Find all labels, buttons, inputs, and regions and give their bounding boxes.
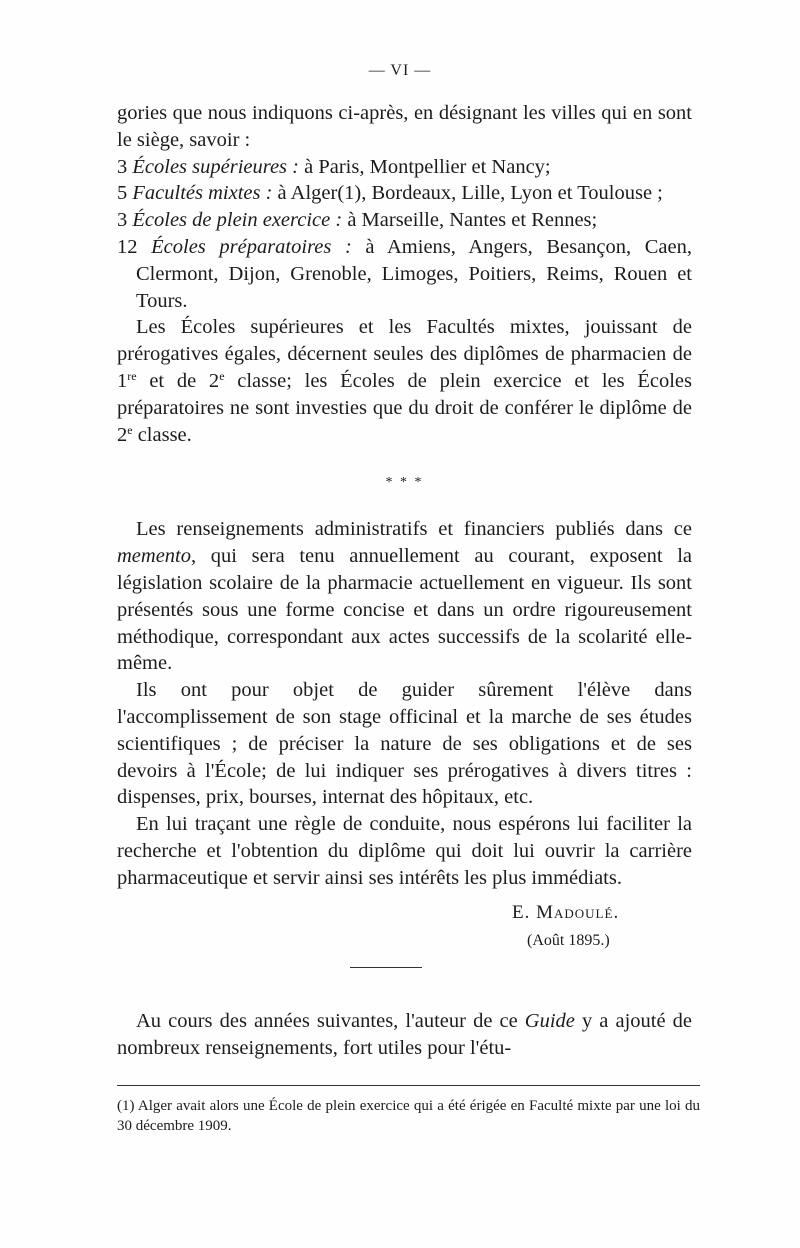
paragraph-objet: Ils ont pour objet de guider sûrement l'élève dans l'accomplissement de son stage officinal et la marche de ses études scientifiques ; de préciser la nature de ses obligations et de ses devoirs à l'École; de lui indiquer ses prérogatives à divers titres : dispenses, prix, bourses, internat des hôpitaux, etc. [117, 679, 692, 809]
signature-block [117, 900, 692, 956]
list-text: à Paris, Montpellier et Nancy; [299, 155, 551, 178]
text-run: et de 2 [136, 369, 220, 392]
footnote-rule [117, 1085, 700, 1086]
text-run: y a ajouté de nombreux renseignements, fort utiles pour l'étu- [117, 1010, 692, 1059]
list-count: 3 [117, 209, 128, 232]
list-item-ecoles-plein-exercice [117, 207, 692, 234]
list-label: Écoles préparatoires : [151, 235, 352, 258]
list-label: Écoles de plein exercice : [132, 209, 343, 232]
superscript: e [219, 368, 225, 383]
list-label: Facultés mixtes : [132, 182, 273, 205]
list-count: 5 [117, 182, 128, 205]
list-text: à Amiens, Angers, Besançon, Caen, Clermont, Dijon, Grenoble, Limoges, Poitiers, Reims, Rouen et Tours. [136, 235, 693, 312]
list-item-facultes-mixtes [117, 180, 692, 207]
list-item-ecoles-superieures [117, 154, 692, 181]
superscript: e [127, 422, 133, 437]
text-run: classe; les Écoles de plein exercice et les Écoles préparatoires ne sont investies que du droit de conférer le diplôme de 2 [117, 369, 692, 446]
list-label: Écoles supérieures : [132, 155, 299, 178]
footnote: (1) Alger avait alors une École de plein exercice qui a été érigée en Faculté mixte par une loi du 30 décembre 1909. [117, 1098, 700, 1134]
paragraph-annees-suivantes [117, 1008, 692, 1062]
asterism-separator: * * * [385, 475, 424, 491]
paragraph-continuation: gories que nous indiquons ci-après, en désignant les villes qui en sont le siège, savoir : [117, 102, 692, 151]
text-run: , qui sera tenu annuellement au courant, exposent la législation scolaire de la pharmacie actuellement en vigueur. Ils sont présentés sous une forme concise et dans un ordre rigoureusement méthodique, correspondant aux actes successifs de la scolarité elle-même. [117, 545, 692, 675]
body-text [117, 100, 692, 1062]
section-separator-rule [350, 967, 422, 968]
italic-word: Guide [524, 1010, 575, 1033]
paragraph-diplomes [117, 314, 692, 448]
superscript: re [127, 368, 137, 383]
italic-word: memento [117, 545, 192, 568]
list-count: 3 [117, 155, 128, 178]
signature-surname: Madoulé. [536, 901, 620, 923]
text-run: Au cours des années suivantes, l'auteur de ce [136, 1010, 525, 1033]
signature-date: (Août 1895.) [527, 932, 610, 950]
list-text: à Marseille, Nantes et Rennes; [342, 209, 598, 232]
paragraph-conduite: En lui traçant une règle de conduite, nous espérons lui faciliter la recherche et l'obtention du diplôme qui doit lui ouvrir la carrière pharmaceutique et servir ainsi ses intérêts les plus immédiats. [117, 813, 692, 889]
list-item-ecoles-preparatoires [117, 234, 692, 314]
text-run: Les renseignements administratifs et financiers publiés dans ce [136, 518, 692, 541]
list-count: 12 [117, 235, 138, 258]
signature-initial: E. [512, 901, 537, 923]
text-run: classe. [132, 423, 192, 446]
paragraph-memento [117, 516, 692, 677]
list-text: à Alger(1), Bordeaux, Lille, Lyon et Toulouse ; [272, 182, 663, 205]
signature-name [117, 900, 692, 927]
text-run: Les Écoles supérieures et les Facultés mixtes, jouissant de prérogatives égales, décernent seules des diplômes de pharmacien de 1 [117, 316, 692, 392]
page-number: — VI — [368, 62, 432, 79]
